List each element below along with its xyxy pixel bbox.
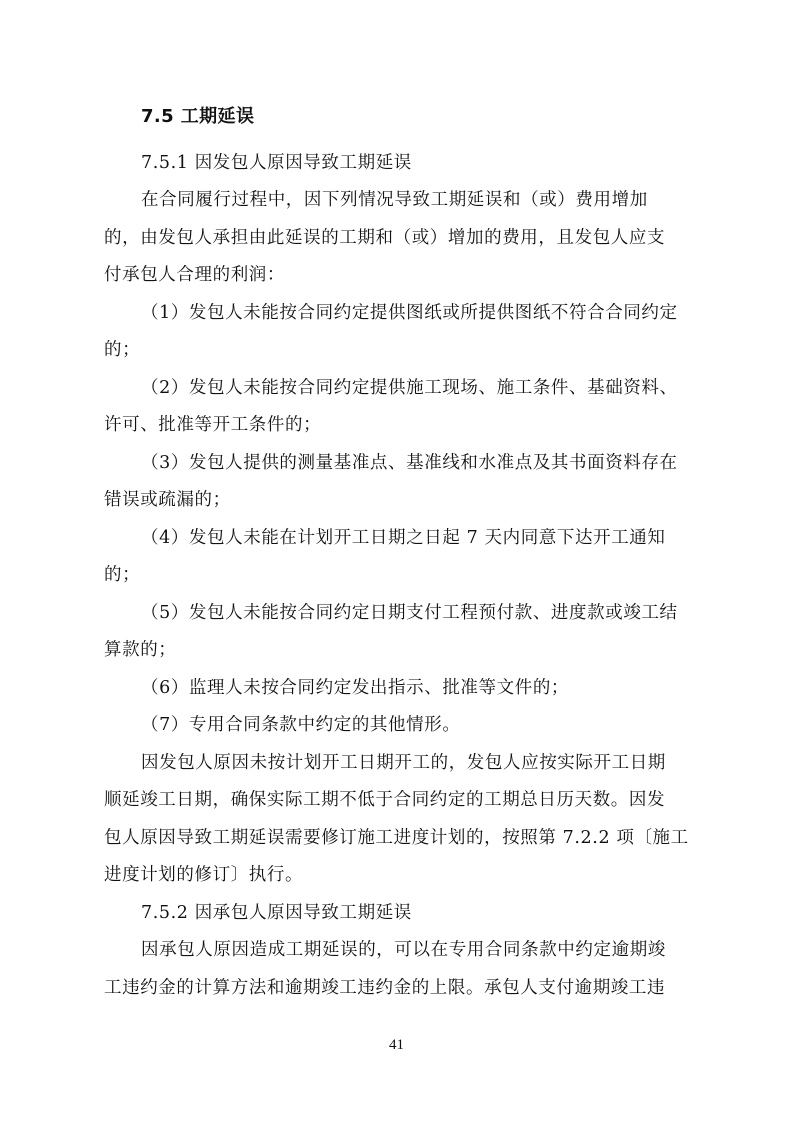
list-item-line: （1）发包人未能按合同约定提供图纸或所提供图纸不符合合同约定	[141, 303, 678, 323]
paragraph-line: 工违约金的计算方法和逾期竣工违约金的上限。承包人支付逾期竣工违	[104, 978, 666, 998]
list-item-line: 的；	[104, 565, 141, 585]
list-item-line: （3）发包人提供的测量基准点、基准线和水准点及其书面资料存在	[141, 453, 678, 473]
list-item-line: （2）发包人未能按合同约定提供施工现场、施工条件、基础资料、	[141, 378, 678, 398]
paragraph-line: 包人原因导致工期延误需要修订施工进度计划的，按照第 7.2.2 项〔施工	[104, 828, 689, 848]
section-heading: 7.5 工期延误	[141, 106, 255, 127]
paragraph-line: 的，由发包人承担由此延误的工期和（或）增加的费用，且发包人应支	[104, 228, 666, 248]
subsection-title: 7.5.2 因承包人原因导致工期延误	[141, 903, 412, 923]
page-number: 41	[389, 1037, 404, 1053]
paragraph-line: 在合同履行过程中，因下列情况导致工期延误和（或）费用增加	[141, 190, 648, 210]
paragraph-line: 因承包人原因造成工期延误的，可以在专用合同条款中约定逾期竣	[141, 940, 666, 960]
paragraph-line: 付承包人合理的利润：	[104, 265, 285, 285]
list-item-line: 算款的；	[104, 640, 177, 660]
list-item-line: 许可、批准等开工条件的；	[104, 415, 322, 435]
paragraph-line: 因发包人原因未按计划开工日期开工的，发包人应按实际开工日期	[141, 753, 666, 773]
list-item-line: （4）发包人未能在计划开工日期之日起 7 天内同意下达开工通知	[141, 528, 666, 548]
paragraph-line: 进度计划的修订〕执行。	[104, 865, 304, 885]
list-item-line: （5）发包人未能按合同约定日期支付工程预付款、进度款或竣工结	[141, 603, 678, 623]
subsection-title: 7.5.1 因发包人原因导致工期延误	[141, 153, 412, 173]
list-item-line: （7）专用合同条款中约定的其他情形。	[141, 715, 461, 735]
list-item-line: 的；	[104, 340, 141, 360]
paragraph-line: 顺延竣工日期，确保实际工期不低于合同约定的工期总日历天数。因发	[104, 790, 666, 810]
list-item-line: 错误或疏漏的；	[104, 490, 231, 510]
list-item-line: （6）监理人未按合同约定发出指示、批准等文件的；	[141, 678, 570, 698]
